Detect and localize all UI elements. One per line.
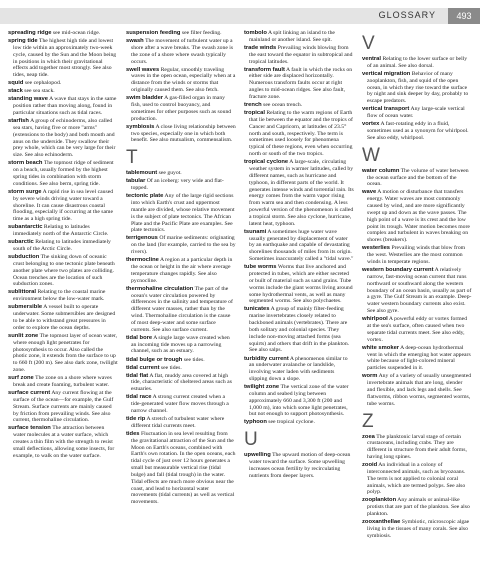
- glossary-entry: [362, 189, 472, 244]
- glossary-definition: A relatively narrow, fast-moving ocean current that runs northward or southward along the western boundary of an ocean basin, usually as part of a gyre. The Gulf Stream is an example. Deep-water western boundary currents also exist. See also gyre.: [367, 267, 472, 315]
- glossary-term: white smoker: [362, 344, 400, 351]
- glossary-term: standing wave: [8, 96, 48, 103]
- glossary-term: tablemount: [126, 170, 158, 177]
- glossary-term: tsunami: [244, 228, 267, 235]
- glossary-entry: [362, 519, 472, 540]
- glossary-term: subantarctic: [8, 224, 43, 231]
- glossary-term: surface current: [8, 390, 51, 396]
- glossary-entry: [244, 419, 354, 426]
- glossary-term: storm beach: [8, 160, 43, 167]
- glossary-entry: [8, 239, 118, 253]
- glossary-columns: [8, 30, 474, 570]
- glossary-definition: see tides.: [183, 356, 205, 363]
- section-letter: T: [126, 147, 138, 169]
- glossary-term: surface tension: [8, 425, 51, 432]
- glossary-entry: [362, 121, 472, 142]
- glossary-term: thermohaline circulation: [126, 285, 194, 292]
- glossary-entry: [126, 286, 236, 334]
- glossary-term: terrigenous: [126, 235, 158, 242]
- glossary-entry: [126, 373, 236, 394]
- glossary-term: trade winds: [244, 44, 277, 51]
- glossary-entry: [8, 224, 118, 238]
- glossary-entry: [126, 235, 236, 256]
- glossary-definition: A spit linking an island to the mainland or another island. See spit.: [249, 30, 335, 43]
- glossary-term: zooxanthellae: [362, 519, 401, 526]
- section-letter: V: [362, 33, 375, 54]
- glossary-definition: Fluctuation in sea level resulting from the gravitational attraction of the Sun and the Moon on Earth's oceans, combined with Earth's own rotation. In the open oceans, each tidal cycle of just over 12 hours generates a small but measurable vertical rise (tidal bulge) and fall (tidal trough) in the water. Tidal effects are much more obvious near the coast, and lead to horizontal water movements (tidal currents) as well as vertical movements.: [131, 430, 236, 506]
- glossary-definition: Worms that live anchored and protected in tubes, which are either secreted or built of material such as sand grains. Tube worms include the giant worms living around some hydrothermal vents, as well as many segmented worms. See also polychaetes.: [249, 264, 353, 305]
- glossary-entry: [244, 110, 354, 158]
- glossary-term: spring tide: [8, 38, 38, 45]
- glossary-entry: [8, 289, 118, 303]
- glossary-term: tidal race: [126, 394, 152, 401]
- glossary-definition: A fault in which the rocks on either side are displaced horizontally. Numerous transform faults occur at right angles to mid-ocean ridges. See also fault, fracture zone.: [249, 66, 353, 100]
- glossary-term: vertical transport: [362, 106, 410, 113]
- glossary-definition: Any animals or animal-like protists that are part of the plankton. See also plankton.: [367, 497, 470, 518]
- glossary-definition: see tropical cyclone.: [268, 419, 315, 426]
- glossary-definition: Prevailing winds that blow from the west. Westerlies are the most common winds in temperate regions.: [367, 245, 466, 266]
- glossary-term: tidal bulge or trough: [126, 356, 183, 363]
- glossary-column: [126, 30, 236, 570]
- glossary-definition: The highest high tide and lowest low tide within an approximately two-week cycle, caused by the Sun and the Moon being in positions in which their gravitational effects add together most strongly. See also tides, neap tide.: [13, 38, 117, 79]
- glossary-term: worm: [362, 373, 378, 380]
- glossary-definition: A sometimes huge water wave usually generated by displacement of water by an earthquake and capable of devastating shorelines thousands of miles from its origin. Sometimes inaccurately called a "tidal wave.": [249, 228, 354, 263]
- glossary-entry: [8, 96, 118, 117]
- glossary-term: suspension feeding: [126, 30, 181, 36]
- glossary-definition: Any of the large rigid sections into which Earth's crust and uppermost mantle are divided, whose relative movement is the subject of plate tectonics. The African Plate and the Pacific Plate are examples. See plate tectonics.: [131, 193, 235, 234]
- glossary-column: [244, 30, 354, 570]
- glossary-definition: A region at a particular depth in the ocean or height in the air where average temperature changes rapidly. See also pycnocline.: [131, 257, 233, 284]
- glossary-definition: Relating to the lower surface or belly of an animal. See also dorsal.: [367, 56, 468, 69]
- glossary-definition: The upward motion of deep-ocean water toward the surface. Some upwelling increases ocean fertility by recirculating nutrients from deeper layers.: [249, 452, 351, 479]
- glossary-definition: A vessel built to operate underwater. Some submersibles are designed to be able to withstand great pressures in order to explore the ocean depths.: [13, 304, 116, 331]
- glossary-entry: [244, 45, 354, 66]
- glossary-definition: The volume of water between the ocean surface and the bottom of the ocean.: [367, 167, 469, 188]
- glossary-definition: The movement of turbulent water up a shore after a wave breaks. The swash zone is the zone of a shore where swash typically occurs.: [131, 38, 234, 65]
- glossary-entry: [8, 30, 118, 37]
- glossary-definition: A rapid rise in sea level caused by severe winds driving water toward a shoreline. It can cause disastrous coastal flooding, especially if occurring at the same time as a high spring tide.: [13, 188, 114, 223]
- glossary-definition: A flat, muddy area covered at high tide, characteristic of sheltered areas such as estuaries.: [131, 372, 232, 393]
- glossary-term: starfish: [8, 118, 29, 125]
- glossary-entry: [362, 56, 472, 70]
- glossary-definition: The sinking down of oceanic crust belonging to one tectonic plate beneath another plate where two plates are colliding. Ocean trenches are the location of such subduction zones.: [13, 254, 115, 288]
- glossary-term: tabular: [126, 178, 146, 185]
- glossary-term: zoea: [362, 433, 375, 440]
- section-letter: W: [362, 144, 380, 166]
- glossary-term: trench: [244, 102, 262, 108]
- glossary-term: submersible: [8, 304, 43, 311]
- glossary-term: tombolo: [244, 30, 267, 36]
- glossary-entry: [8, 160, 118, 187]
- glossary-entry: [8, 254, 118, 288]
- glossary-definition: A wave that stays in the same position rather than moving along, found in particular situations such as tidal races.: [13, 96, 117, 117]
- glossary-definition: The vertical zone of the water column and seabed lying between approximately 660 and 3,300 ft (200 and 1,000 m), into which some light penetrates, but not enough to support photosynthesis.: [249, 384, 349, 418]
- glossary-definition: Relating to latitudes immediately south of the Arctic Circle.: [13, 239, 111, 252]
- glossary-entry: [126, 357, 236, 364]
- glossary-entry: [244, 306, 354, 354]
- glossary-term: wave: [362, 189, 377, 196]
- glossary-term: tide rip: [126, 416, 146, 422]
- glossary-term: tidal flat: [126, 372, 149, 379]
- glossary-term: tectonic plate: [126, 193, 164, 200]
- glossary-entry: [362, 245, 472, 266]
- glossary-definition: The planktonic larval stage of certain crustaceans, including crabs. They are different in structure from their adult forms, having long spines.: [367, 433, 467, 461]
- glossary-entry: [362, 345, 472, 372]
- glossary-term: swell waves: [126, 66, 160, 73]
- glossary-definition: A stretch of turbulent water where different tidal currents meet.: [131, 416, 225, 429]
- glossary-definition: Of an iceberg: very wide and flat-topped.: [131, 178, 224, 192]
- glossary-term: upwelling: [244, 452, 271, 459]
- glossary-definition: A phenomenon similar to an underwater avalanche or landslide, involving water laden with sediments slipping down a slope.: [249, 355, 348, 383]
- page-number: 493: [448, 8, 480, 24]
- glossary-term: sunlit zone: [8, 332, 39, 339]
- glossary-entry: [8, 375, 118, 389]
- glossary-entry: [126, 30, 236, 37]
- glossary-entry: [126, 257, 236, 284]
- glossary-definition: Any large-scale vertical flow of ocean water.: [367, 106, 465, 120]
- glossary-definition: An individual in a colony of interconnected animals, such as bryozoans. The term is not applied to colonial coral animals, which are termed polyps. See also polyp.: [367, 462, 466, 496]
- glossary-definition: A deep-ocean hydrothermal vent in which the emerging hot water appears white because of light-colored mineral particles suspended in it.: [367, 344, 471, 372]
- glossary-entry: [362, 316, 472, 343]
- glossary-term: symbiosis: [126, 123, 155, 130]
- glossary-term: tidal current: [126, 364, 160, 371]
- glossary-entry: [244, 264, 354, 305]
- glossary-definition: A group of mainly filter-feeding marine invertebrates closely related to backboned animals (vertebrates). There are both solitary and colonial species. They include non-moving attached forms (sea squirts) and others that drift in the plankton. See also salps.: [249, 306, 350, 354]
- glossary-entry: [126, 178, 236, 192]
- section-letter: Z: [362, 410, 374, 432]
- glossary-term: subduction: [8, 254, 40, 261]
- glossary-term: sublittoral: [8, 289, 37, 296]
- glossary-entry: [362, 497, 472, 518]
- glossary-term: whirlpool: [362, 316, 388, 323]
- glossary-definition: A close living relationship between two species, especially one in which both benefit. See also mutualism, commensalism.: [131, 123, 236, 144]
- glossary-definition: A single large wave created when an incoming tide moves up a narrowing channel, such as an estuary.: [131, 334, 230, 355]
- glossary-term: tidal bore: [126, 334, 153, 341]
- glossary-entry: [8, 390, 118, 424]
- glossary-definition: A motion or disturbance that transfers energy. Water waves are most commonly caused by wind, and are more significantly swept up and down as the wave passes. The high point of a wave is its crest and the low point its trough. Water motion becomes more complex and turbulent in waves breaking on shores (breakers).: [367, 189, 470, 244]
- glossary-definition: Behavior of many zooplankton, fish, and squid of the open ocean, in which they rise toward the surface by night and sink deeper by day, probably to escape predators.: [367, 70, 469, 105]
- glossary-definition: The topmost ridge of sediment on a beach, usually formed by the highest spring tides in combination with storm conditions. See also berm, spring tide.: [13, 160, 114, 187]
- glossary-term: tunicates: [244, 306, 270, 313]
- glossary-entry: [244, 384, 354, 418]
- glossary-entry: [244, 356, 354, 383]
- glossary-term: swash: [126, 38, 144, 45]
- glossary-term: water column: [362, 167, 400, 174]
- glossary-definition: see tides.: [160, 364, 182, 371]
- glossary-definition: A large-scale, circulating weather system in warmer latitudes, called by different names, such as hurricane and typhoon, in different parts of the world. It generates intense winds and torrential rain. Its energy comes from the warm vapor rising from warm sea and then condensing. A less powerful version of the phenomenon is called a tropical storm. See also cyclone, hurricane, latent heat, typhoon.: [249, 159, 354, 227]
- glossary-term: tropical: [244, 110, 265, 117]
- glossary-term: transform fault: [244, 66, 285, 73]
- glossary-entry: [126, 365, 236, 372]
- glossary-term: ventral: [362, 56, 382, 62]
- glossary-entry: [8, 304, 118, 331]
- glossary-term: zooid: [362, 462, 378, 469]
- glossary-entry: [362, 434, 472, 461]
- glossary-definition: A gas-filled organ in many fish, used to control buoyancy, and sometimes for other purposes such as sound production.: [131, 95, 232, 122]
- glossary-entry: [244, 30, 354, 44]
- glossary-term: thermocline: [126, 257, 159, 264]
- glossary-term: tides: [126, 430, 140, 437]
- glossary-term: swim bladder: [126, 95, 164, 102]
- glossary-term: squid: [8, 80, 24, 87]
- glossary-definition: Relating to latitudes immediately north of the Antarctic Circle.: [13, 224, 109, 238]
- glossary-definition: A powerful eddy or vortex formed at the sea's surface, often caused when two separate tidal currents meet. See also eddy, vortex.: [367, 316, 468, 343]
- glossary-entry: [126, 394, 236, 415]
- glossary-definition: Prevailing winds blowing from the east toward the equator in subtropical and tropical latitudes.: [249, 44, 353, 65]
- glossary-entry: [126, 67, 236, 94]
- glossary-entry: [362, 106, 472, 120]
- glossary-entry: [362, 267, 472, 315]
- glossary-definition: Any of a variety of usually unsegmented invertebrate animals that are long, slender and flexible, and lack legs and shells. See flatworms, ribbon worms, segmented worms, tube worms.: [367, 373, 472, 407]
- glossary-definition: The part of the ocean's water circulation powered by differences in the salinity and temperature of different water masses, rather than by the wind. Thermohaline circulation is the cause of most deep-water and some surface currents. See also surface current.: [131, 285, 233, 333]
- glossary-term: spreading ridge: [8, 30, 52, 36]
- glossary-entry: [126, 95, 236, 122]
- glossary-entry: [126, 38, 236, 65]
- glossary-entry: [244, 102, 354, 109]
- glossary-term: vertical migration: [362, 70, 411, 77]
- glossary-entry: [244, 67, 354, 101]
- glossary-term: twilight zone: [244, 384, 280, 391]
- glossary-entry: [362, 71, 472, 105]
- glossary-entry: [126, 335, 236, 356]
- glossary-entry: [8, 38, 118, 79]
- glossary-definition: A group of echinoderms, also called sea stars, having five or more "arms" (extensions to the body) and both mouth and anus on the underside. They swallow their prey whole, which can be very large for their size. See also echinoderm.: [13, 118, 116, 159]
- glossary-term: westerlies: [362, 245, 391, 252]
- glossary-definition: see mid-ocean ridge.: [52, 30, 101, 36]
- glossary-entry: [126, 124, 236, 145]
- glossary-definition: The topmost layer of ocean water, where enough light penetrates for photosynthesis to occur. Also called the photic zone, it extends from the surface to up to 660 ft (200 m). See also dark zone, twilight zone.: [13, 332, 118, 374]
- glossary-entry: [362, 373, 472, 407]
- glossary-definition: A strong current created when a tide-generated water flow moves through a narrow channel.: [131, 394, 229, 414]
- glossary-column: [8, 30, 118, 570]
- glossary-definition: The attraction between water molecules at a water surface, which creates a thin film with the strength to resist small deflections, allowing some insects, for example, to walk on the water surface.: [13, 425, 115, 459]
- page-header: [0, 0, 480, 24]
- glossary-entry: [8, 118, 118, 159]
- glossary-entry: [126, 416, 236, 430]
- glossary-entry: [8, 189, 118, 223]
- glossary-definition: see sea stack.: [24, 88, 55, 95]
- glossary-entry: [362, 168, 472, 189]
- glossary-term: storm surge: [8, 188, 42, 195]
- glossary-definition: Regular, smoothly traveling waves in the open ocean, especially when at a distance from the winds or storms that originally caused them. See also fetch.: [131, 66, 236, 94]
- glossary-definition: Of marine sediments: originating on the land (for example, carried to the sea by rivers).: [131, 235, 236, 256]
- glossary-column: [362, 30, 472, 570]
- glossary-definition: Relating to the coastal marine environment below the low-water mark.: [13, 289, 106, 303]
- glossary-term: western boundary current: [362, 267, 434, 274]
- glossary-entry: [126, 170, 236, 177]
- glossary-entry: [8, 333, 118, 374]
- glossary-entry: [8, 80, 118, 87]
- glossary-term: stack: [8, 88, 23, 95]
- glossary-entry: [244, 452, 354, 479]
- glossary-term: surf zone: [8, 375, 34, 382]
- glossary-entry: [244, 229, 354, 263]
- glossary-definition: see guyot.: [158, 170, 182, 177]
- glossary-term: tropical cyclone: [244, 159, 289, 166]
- glossary-definition: A fast-rotating eddy in a fluid, sometimes used as a synonym for whirlpool. See also eddy, whirlpool.: [367, 121, 469, 141]
- glossary-term: typhoon: [244, 419, 267, 426]
- glossary-definition: Relating to the warm regions of Earth that lie between the equator and the tropics of Cancer and Capricorn, at latitudes of 23.5° north and south, respectively. The term is sometimes used loosely for phenomena typical of these regions, even when occurring north or south of the two tropics.: [249, 110, 353, 158]
- glossary-entry: [126, 431, 236, 506]
- section-letter: U: [244, 429, 258, 451]
- glossary-definition: see cephalopod.: [24, 80, 62, 87]
- page-title: GLOSSARY: [378, 10, 436, 20]
- glossary-definition: Any current flowing at the surface of the ocean—for example, the Gulf Stream. Surface currents are mainly caused by friction from prevailing winds. See also current, thermohaline circulation.: [13, 390, 114, 424]
- glossary-entry: [126, 193, 236, 234]
- glossary-entry: [244, 159, 354, 227]
- glossary-term: tube worms: [244, 264, 277, 271]
- glossary-term: subarctic: [8, 239, 34, 246]
- glossary-term: zooplankton: [362, 497, 397, 504]
- glossary-entry: [8, 425, 118, 459]
- glossary-term: vortex: [362, 121, 380, 128]
- glossary-definition: The zone on a shore where waves break and create foaming, turbulent water.: [13, 375, 112, 388]
- glossary-definition: see filter feeding.: [181, 30, 222, 36]
- glossary-entry: [8, 88, 118, 95]
- glossary-definition: Symbiotic, microscopic algae living in the tissues of many corals. See also symbiosis.: [367, 519, 470, 539]
- glossary-term: turbidity current: [244, 355, 289, 362]
- glossary-definition: see ocean trench.: [263, 102, 303, 108]
- glossary-entry: [362, 462, 472, 496]
